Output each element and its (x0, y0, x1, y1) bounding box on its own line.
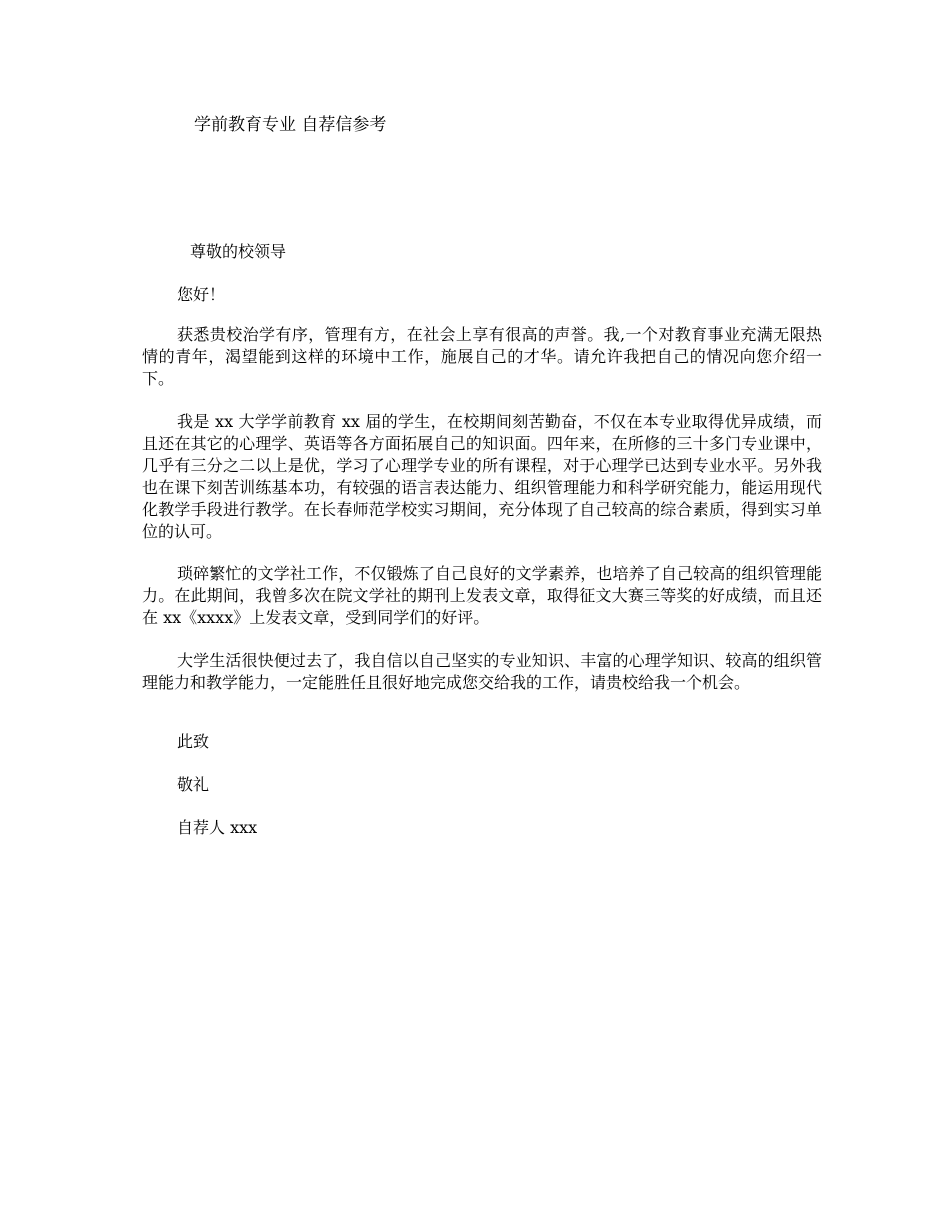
closing-phrase: 此致 (177, 732, 210, 751)
body-paragraph-1: 获悉贵校治学有序，管理有方，在社会上享有很高的声誉。我,一个对教育事业充满无限热情的青年，渴望能到这样的环境中工作，施展自己的才华。请允许我把自己的情况向您介绍一下。 (142, 325, 822, 388)
body-paragraph-4: 大学生活很快便过去了，我自信以自己坚实的专业知识、丰富的心理学知识、较高的组织管理能力和教学能力，一定能胜任且很好地完成您交给我的工作，请贵校给我一个机会。 (142, 651, 822, 692)
body-paragraph-2: 我是 xx 大学学前教育 xx 届的学生，在校期间刻苦勤奋，不仅在本专业取得优异成绩，而且还在其它的心理学、英语等各方面拓展自己的知识面。四年来，在所修的三十多门专业课中，几乎有三分之二以上是优，学习了心理学专业的所有课程，对于心理学已达到专业水平。另外我也在课下刻苦训练基本功，有较强的语言表达能力、组织管理能力和科学研究能力，能运用现代化教学手段进行教学。在长春师范学校实习期间，充分体现了自己较高的综合素质，得到实习单位的认可。 (142, 412, 822, 541)
signature: 自荐人 xxx (177, 818, 258, 837)
salutation: 尊敬的校领导 (190, 242, 287, 261)
closing-regards: 敬礼 (177, 775, 210, 794)
document-title: 学前教育专业 自荐信参考 (194, 115, 387, 135)
body-paragraph-3: 琐碎繁忙的文学社工作，不仅锻炼了自己良好的文学素养，也培养了自己较高的组织管理能力。在此期间，我曾多次在院文学社的期刊上发表文章，取得征文大赛三等奖的好成绩，而且还在 xx《xxxx》上发表文章，受到同学们的好评。 (142, 564, 822, 627)
greeting: 您好！ (177, 285, 226, 304)
